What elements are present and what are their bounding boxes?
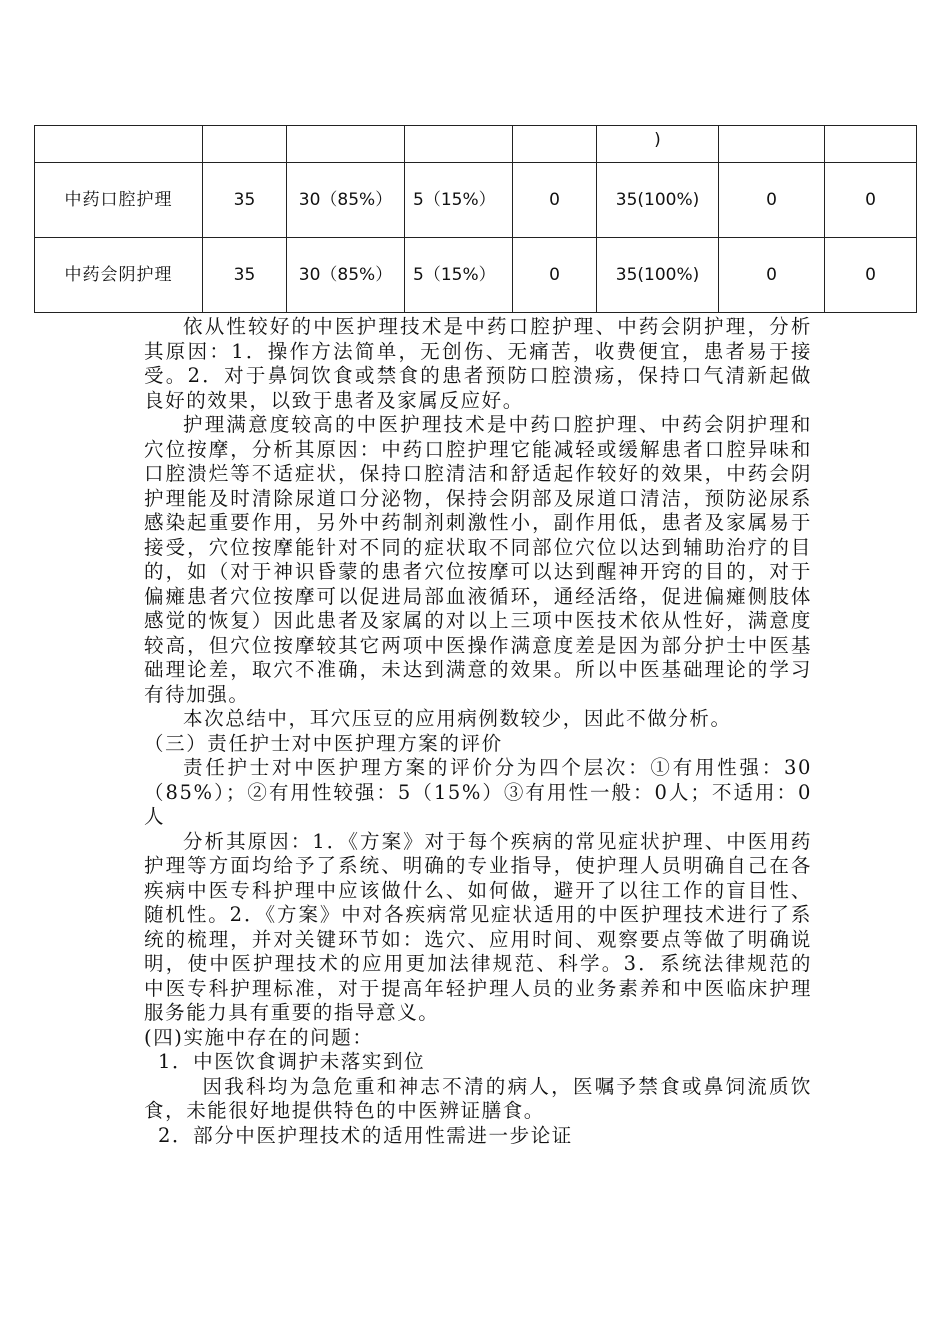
issue-heading-2: 2．部分中医护理技术的适用性需进一步论证 [158, 1123, 573, 1147]
case-count-cell: 35 [203, 238, 287, 313]
paragraph-evaluation-levels: 责任护士对中医护理方案的评价分为四个层次：①有用性强：30（85%）；②有用性较强：5（15%）③有用性一般：0人；不适用：0人 [144, 756, 812, 828]
table-cell: 0 [719, 163, 825, 238]
nursing-technique-table [34, 125, 917, 313]
table-cell: 35(100%) [597, 238, 719, 313]
table-cell [287, 126, 405, 163]
table-cell: ) [597, 126, 719, 163]
technique-name-cell: 中药口腔护理 [35, 163, 203, 238]
paragraph-issue-1: 因我科均为急危重和神志不清的病人，医嘱予禁食或鼻饲流质饮食，未能很好地提供特色的中医辨证膳食。 [144, 1074, 812, 1122]
table-cell: 5（15%） [405, 163, 513, 238]
table-cell: 0 [825, 163, 917, 238]
paragraph-reason-analysis: 分析其原因：1．《方案》对于每个疾病的常见症状护理、中医用药护理等方面均给予了系统、明确的专业指导，使护理人员明确自己在各疾病中医专科护理中应该做什么、如何做，避开了以往工作的盲目性、随机性。2．《方案》中对各疾病常见症状适用的中医护理技术进行了系统的梳理，并对关键环节如：选穴、应用时间、观察要点等做了明确说明，使中医护理技术的应用更加法律规范、科学。3．系统法律规范的中医专科护理标准，对于提高年轻护理人员的业务素养和中医临床护理服务能力具有重要的指导意义。 [144, 829, 812, 1024]
table-cell: 0 [513, 238, 597, 313]
table-cell: 0 [719, 238, 825, 313]
table-cell: 35(100%) [597, 163, 719, 238]
section-heading-3: （三）责任护士对中医护理方案的评价 [144, 731, 503, 755]
table-cell [35, 126, 203, 163]
table-cell: 30（85%） [287, 163, 405, 238]
table-cell: 30（85%） [287, 238, 405, 313]
paragraph-satisfaction-analysis: 护理满意度较高的中医护理技术是中药口腔护理、中药会阴护理和穴位按摩，分析其原因：中药口腔护理它能减轻或缓解患者口腔异味和口腔溃烂等不适症状，保持口腔清洁和舒适起作较好的效果，中药会阴护理能及时清除尿道口分泌物，保持会阴部及尿道口清洁，预防泌尿系感染起重要作用，另外中药制剂刺激性小，副作用低，患者及家属易于接受，穴位按摩能针对不同的症状取不同部位穴位以达到辅助治疗的目的，如（对于神识昏蒙的患者穴位按摩可以达到醒神开窍的目的，对于偏瘫患者穴位按摩可以促进局部血液循环，通经活络，促进偏瘫侧肢体感觉的恢复）因此患者及家属的对以上三项中医技术依从性好，满意度较高，但穴位按摩较其它两项中医操作满意度差是因为部分护士中医基础理论差，取穴不准确，未达到满意的效果。所以中医基础理论的学习有待加强。 [144, 413, 812, 706]
paragraph-ear-acupoint-note: 本次总结中，耳穴压豆的应用病例数较少，因此不做分析。 [183, 707, 732, 730]
table-cell [513, 126, 597, 163]
table-row [35, 238, 917, 313]
paragraph-compliance-analysis: 依从性较好的中医护理技术是中药口腔护理、中药会阴护理，分析其原因：1．操作方法简单，无创伤、无痛苦，收费便宜，患者易于接受。2．对于鼻饲饮食或禁食的患者预防口腔溃疡，保持口气清新起做良好的效果，以致于患者及家属反应好。 [144, 315, 812, 412]
table-cell: 0 [825, 238, 917, 313]
table-cell: 5（15%） [405, 238, 513, 313]
table-cell: 0 [513, 163, 597, 238]
section-heading-4: (四)实施中存在的问题： [144, 1025, 374, 1049]
case-count-cell: 35 [203, 163, 287, 238]
table-cell [825, 126, 917, 163]
table-row [35, 163, 917, 238]
table-cell [405, 126, 513, 163]
table-row [35, 126, 917, 163]
table-cell [719, 126, 825, 163]
table-cell [203, 126, 287, 163]
document-body [144, 315, 812, 1148]
issue-heading-1: 1．中医饮食调护未落实到位 [158, 1050, 426, 1073]
technique-name-cell: 中药会阴护理 [35, 238, 203, 313]
